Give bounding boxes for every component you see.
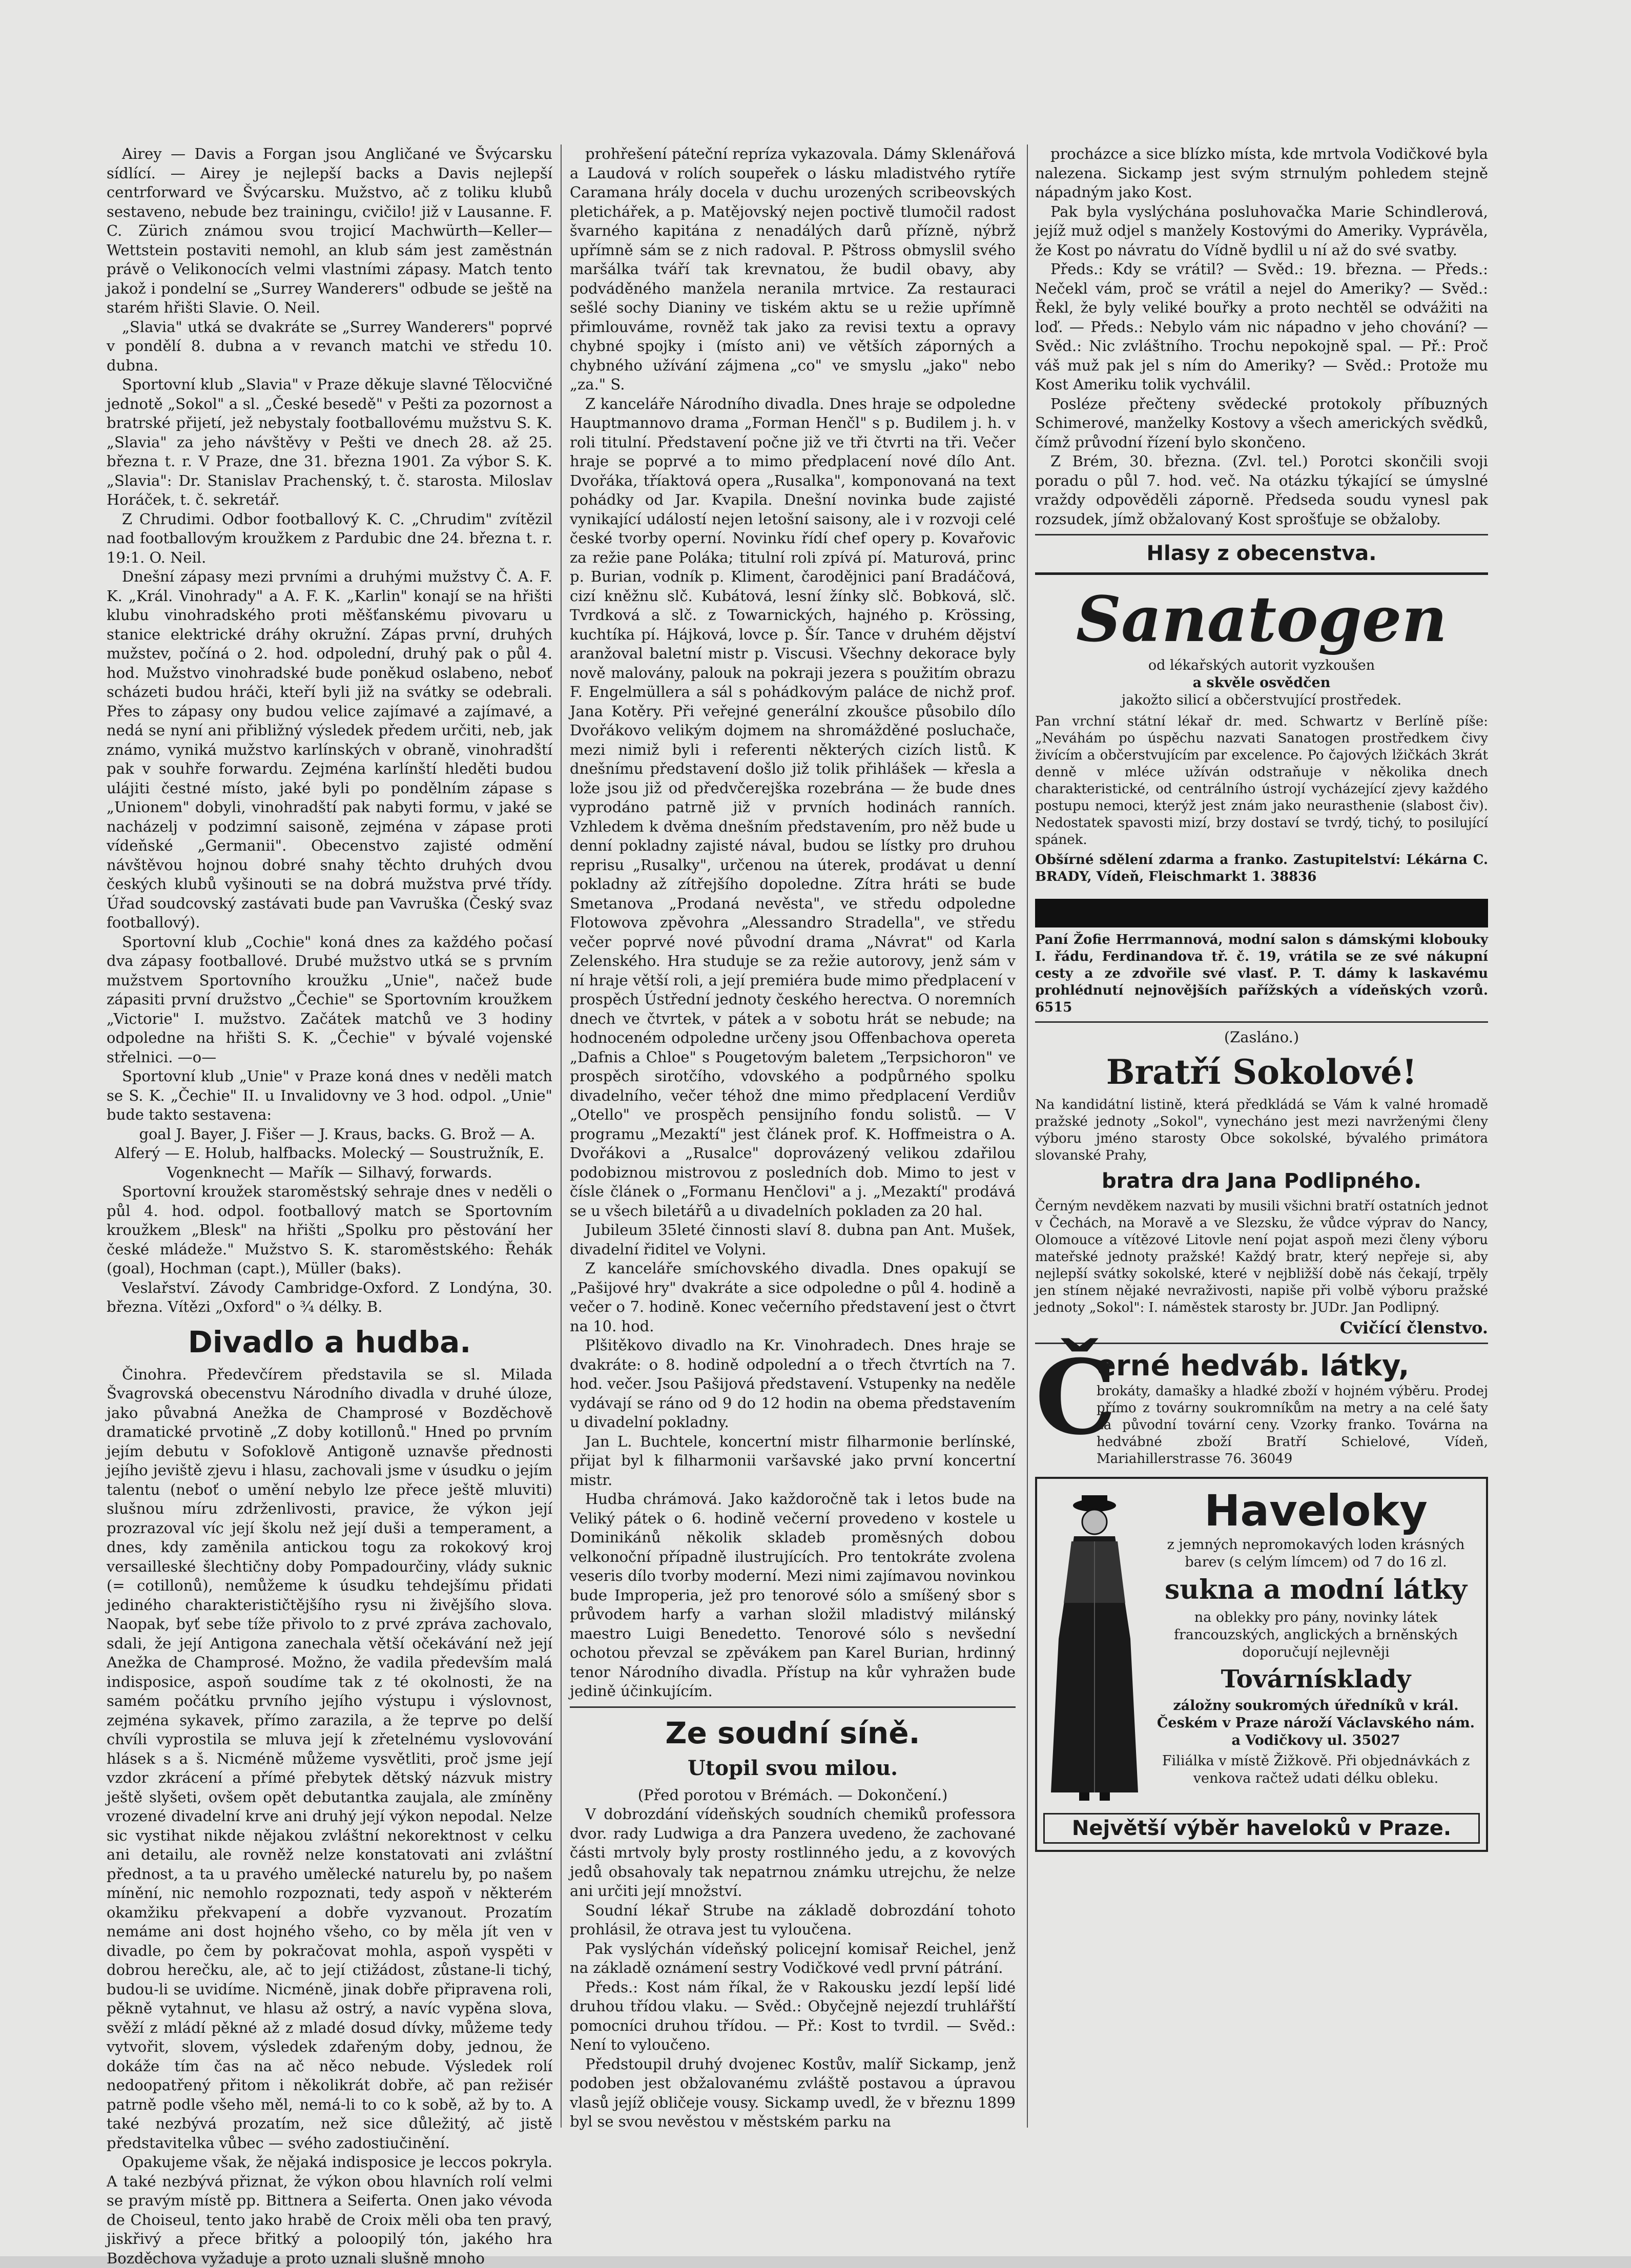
ad-sokol-heading: Bratří Sokolové! bbox=[1106, 1051, 1417, 1092]
ad-sokol-name: bratra dra Jana Podlipného. bbox=[1102, 1169, 1421, 1193]
ad-sokol-text1: Na kandidátní listině, která předkládá se Vám k valné hromadě pražské jednoty „Sokol", vynecháno jest mezi navrženými členy výboru jméno starosty Obce sokolské, bývalého primátora slovanské Prahy, bbox=[1035, 1097, 1488, 1163]
ad-sokol-signature: Cvičící členstvo. bbox=[1339, 1317, 1488, 1337]
article-hudba-chramova: Hudba chrámová. Jako každoročně tak i letos bude na Veliký pátek o 6. hodině večerní provedeno v kostele u Dominikánů několik skladeb proměsných dobou velkonoční případně ilustrujících. Pro tentokráte zvolena veseris dílo tvorby moderní. Mezi nimi zajímavou novinkou bude Improperia, jež pro tenorové sólo a smíšený sbor s průvodem harfy a varhan složil mladistvý milánský maestro Luigi Benedetto. Tenorové sólo s nevšední ochotou převzal se zpěvákem pan Karel Burian, hrdinný tenor Národního divadla. Přístup na kůr vyhražen bude jedině účinkujícím. bbox=[570, 1490, 1016, 1700]
article-buchtele: Jan L. Buchtele, koncertní mistr filharmonie berlínské, přijat byl k filharmonii varšavské jako první koncertní mistr. bbox=[570, 1432, 1016, 1489]
ad-sanatogen-line2: a skvěle osvědčen bbox=[1192, 675, 1331, 691]
ad-haveloky-slogan: Největší výběr haveloků v Praze. bbox=[1043, 1813, 1480, 1844]
ad-sanatogen-line3: jakožto silicí a občerstvující prostředek. bbox=[1121, 692, 1402, 708]
ad-herrmannova: Paní Žofie Herrmannová, modní salon s dámskými klobouky I. řádu, Ferdinandova tř. č. 19, vrátila se ze své nákupní cesty a ze zdvořile své vlasť. P. T. dámy k laskavému prohlédnutí nejnovějších pařížských a vídeňských vzorů. 6515 bbox=[1035, 932, 1488, 1015]
column-divider bbox=[1027, 145, 1028, 2128]
ad-sanatogen-title: Sanatogen bbox=[1076, 582, 1448, 656]
article-cinohra-cont: Opakujeme však, že nějaká indisposice je leccos pokryla. A také nezbývá přiznat, že výkon obou hlavních rolí velmi se pravým místě pp. Bittnera a Seiferta. Onen jako vévoda de Choiseul, tento jako hrabě de Croix měli oba ten pravý, jiskřivý a přece břitký a poloopilý tón, jakého hra Bozděchova vyžaduje a proto uznali slušně mnoho bbox=[107, 2153, 552, 2267]
section-heading-divadlo: Divadlo a hudba. bbox=[188, 1324, 471, 1359]
article-staromestsky: Sportovní kroužek staroměstský sehraje dnes v neděli o půl 4. hod. odpol. footballový match se Sportovním kroužkem „Blesk" na hřišti „Spolku pro pěstování her české mládeže." Mužstvo S. K. staroměstského: Řehák (goal), Hochman (capt.), Müller (baks). bbox=[107, 1183, 552, 1277]
article-soud-verdict: Z Brém, 30. března. (Zvl. tel.) Porotci skončili svoji poradu o půl 7. hod. več. Na otázku týkající se úmyslné vraždy odpověděli záporně. Předseda soudu vynesl pak rozsudek, jímž obžalovaný Kost sprošťuje se obžaloby. bbox=[1035, 452, 1488, 528]
ad-haveloky-text4: Filiálka v místě Žižkově. Při objednávkách z venkova račtež udati délku obleku. bbox=[1162, 1753, 1470, 1786]
article-cinohra-end: prohřešení páteční repríza vykazovala. Dámy Sklenářová a Laudová v rolích soupeřek o lásku mladistvého rytíře Caramana hrály docela v duchu urozených scribeovských pletichářek, a p. Matějovský nejen poctivě tlumočil radost švarného kapitána z nenadálých darů přízně, nýbrž upřímně sám se z nich radoval. P. Pštross obmyslil svého maršálka tváří tak krevnatou, že budil obavy, aby podváděného manžela neranila mrtvice. Za restauraci sešlé sochy Dianiny ve tiském aktu se u režie upřímně přimlouváme, rovněž tak jako za revisi textu a opravy chybné spojky i (místo ani) ve větších záporných a chybného užívání zájmena „co" ve smyslu „jako" nebo „za." S. bbox=[570, 145, 1016, 393]
divider bbox=[570, 1706, 1016, 1708]
divider bbox=[1035, 534, 1488, 535]
article-soud-p5: Předstoupil druhý dvojenec Kostův, malíř Sickamp, jenž podoben jest obžalovanému zvláště postavou a úpravou vlasů jejíž obličeje vousy. Sickamp uvedl, že v březnu 1899 byl se svou nevěstou v městském parku na bbox=[570, 2055, 1016, 2130]
ad-haveloky-text1: z jemných nepromokavých loden krásných barev (s celým límcem) od 7 do 16 zl. bbox=[1167, 1537, 1465, 1570]
section-heading-soudni: Ze soudní síně. bbox=[665, 1715, 920, 1750]
article-soud-p1: V dobrozdání vídeňských soudních chemiků professora dvor. rady Ludwiga a dra Panzera uvedeno, že zachované části mrtvoly byly prosty rostlinného jedu, a z kovových jedů obsahovaly tak nepatrnou známku utrejchu, že nelze ani určiti její množství. bbox=[570, 1805, 1016, 1900]
section-heading-hlasy: Hlasy z obecenstva. bbox=[1146, 542, 1377, 565]
article-smichov: Z kanceláře smíchovského divadla. Dnes opakují se „Pašijové hry" dvakráte a sice odpoledne o půl 4. hodině a večer o 7. hodině. Konec večerního představení jest o čtvrt na 10. hod. bbox=[570, 1260, 1016, 1335]
ad-haveloky-title: Haveloky bbox=[1204, 1486, 1428, 1536]
article-slavia-thanks: Sportovní klub „Slavia" v Praze děkuje slavné Tělocvičné jednotě „Sokol" a sl. „České besedě" v Pešti za pozornost a bratrské přijetí, jež nebystaly footballovému mužstvu S. K. „Slavia" za jeho návštěvy v Pešti ve dnech 28. až 25. března t. r. V Praze, dne 31. března 1901. Za výbor S. K. „Slavia": Dr. Stanislav Prachenský, t. č. starosta. Miloslav Horáček, t. č. sekretář. bbox=[107, 376, 552, 508]
ad-sokol-text2: Černým nevděkem nazvati by musili všichni bratří ostatních jednot v Čechách, na Moravě a ve Slezsku, že vůdce výprav do Nancy, Olomouce a vítězové Litovle není pojat aspoň mezi členy výboru mateřské jednoty pražské! Každý bratr, který nepřeje si, aby nejlepší svátky sokolské, které v nejbližší době nás čekají, trpěly jen stínem nějaké nevraživosti, napiše při volbě výboru pražské jednoty „Sokol": I. náměstek starosty br. JUDr. Jan Podlipný. bbox=[1035, 1198, 1488, 1315]
column-divider bbox=[561, 145, 562, 2128]
column-1 bbox=[107, 145, 552, 2268]
article-soud-p2: Soudní lékař Strube na základě dobrozdání tohoto prohlásil, že otrava jest tu vyloučena. bbox=[570, 1901, 1016, 1938]
article-unie-lineup: goal J. Bayer, J. Fišer — J. Kraus, backs. G. Brož — A. Alferý — E. Holub, halfbacks. Molecký — Soustružník, E. Vogenknecht — Mařík — Silhavý, forwards. bbox=[115, 1125, 544, 1181]
ad-sanatogen-contact: Obšírné sdělení zdarma a franko. Zastupitelství: Lékárna C. BRADY, Vídeň, Fleischmarkt 1. 38836 bbox=[1035, 852, 1488, 884]
article-veslarstvi: Veslařství. Závody Cambridge-Oxford. Z Londýna, 30. března. Vítězi „Oxford" o ¾ délky. B. bbox=[107, 1279, 552, 1315]
ad-sanatogen-line1: od lékařských autorit vyzkoušen bbox=[1148, 657, 1375, 673]
article-vinohrady-divadlo: Plšitěkovo divadlo na Kr. Vinohradech. Dnes hraje se dvakráte: o 8. hodině odpolední a o třech čtvrtích na 7. hod. večer. Jsou Pašijová představení. Vstupenky na neděle vydávají se ráno od 9 do 12 hodin na obema představením u divadelní pokladny. bbox=[570, 1336, 1016, 1431]
ad-haveloky-text2: na oblekky pro pány, novinky látek francouzských, anglických a brněnských doporučují nejlevněji bbox=[1173, 1610, 1458, 1660]
divider bbox=[1035, 1021, 1488, 1023]
article-cechie: Sportovní klub „Cochie" koná dnes za každého počasí dva zápasy footballové. Drubé mužstvo utká se s prvním mužstvem Sportovního kroužku „Unie", načež bude zápasiti první družstvo „Čechie" se Sportovním kroužkem „Victorie" I. mužstvo. Začátek matchů ve 3 hodiny odpoledne na hřišti S. K. „Čechie" v bývalé vojenské střelnici. —o— bbox=[107, 933, 552, 1066]
article-jubileum: Jubileum 35leté činnosti slaví 8. dubna pan Ant. Mušek, divadelní řiditel ve Volyni. bbox=[570, 1221, 1016, 1258]
article-unie: Sportovní klub „Unie" v Praze koná dnes v neděli match se S. K. „Čechie" II. u Invalidovny ve 3 hod. odpol. „Unie" bude takto sestavena: bbox=[107, 1067, 552, 1123]
article-soud-cont2: Pak byla vyslýchána posluhovačka Marie Schindlerová, jejíž muž odjel s manžely Kostovými do Ameriky. Vyprávěla, že Kost po návratu do Vídně bydlil u ní až do své svatby. bbox=[1035, 202, 1488, 259]
article-subtitle: (Před porotou v Brémách. — Dokončení.) bbox=[637, 1786, 948, 1804]
ad-haveloky-text3: záložny soukromých úředníků v král. Českém v Praze nároží Václavského nám. a Vodičkovy ul. 35027 bbox=[1157, 1698, 1475, 1748]
ad-sanatogen bbox=[1035, 572, 1488, 885]
ad-sanatogen-text: Pan vrchní státní lékař dr. med. Schwartz v Berlíně píše: „Neváhám po úspěchu nazvati Sanatogen prostředkem čivy živícím a občerstvujícím par excelence. Po čajových lžičkách 3krát denně v mléce užíván odstraňuje v několika dnech charakteristické, od centrálního ústrojí vycházející zjevy každého postupu nemoci, kterýž jest znám jako neurasthenie (slabost čiv). Nedostatek spavosti mizí, brzy dostaví se tvrdý, tichý, to posilující spánek. bbox=[1035, 714, 1488, 848]
column-3 bbox=[1035, 145, 1488, 1852]
big-letter-c: Č bbox=[1035, 1337, 1117, 1458]
zaslano-label: (Zasláno.) bbox=[1224, 1028, 1299, 1046]
article-soud-p4: Předs.: Kost nám říkal, že v Rakousku jezdí lepší lidé druhou třídou vlaku. — Svěd.: Obyčejně nejezdí truhlářští pomocníci druhou třídou. — Př.: Kost to tvrdil. — Svěd.: Není to vyloučeno. bbox=[570, 1978, 1016, 2053]
article-title-utopil: Utopil svou milou. bbox=[687, 1756, 898, 1780]
article-slavia-match: „Slavia" utká se dvakráte se „Surrey Wanderers" poprvé v pondělí 8. dubna a v revanch matchi ve středu 10. dubna. bbox=[107, 318, 552, 374]
page-body bbox=[107, 145, 1488, 2267]
article-chrudim: Z Chrudimi. Odbor footballový K. C. „Chrudim" zvítězil nad footballovým kroužkem z Pardubic dne 24. března t. r. 19:1. O. Neil. bbox=[107, 510, 552, 566]
article-soud-p3: Pak vyslýchán vídeňský policejní komisař Reichel, jenž na základě oznámení sestry Vodičkové vedl první pátrání. bbox=[570, 1940, 1016, 1976]
ad-cerne-heading: erné hedváb. látky, bbox=[1097, 1349, 1410, 1383]
black-bar bbox=[1035, 899, 1488, 927]
article-cinohra: Činohra. Předevčírem představila se sl. Milada Švagrovská obecenstvu Národního divadla v druhé úloze, jako půvabná Anežka de Champrosé v Bozděchově dramatické prvotině „Z doby kotillonů." Hned po prvním jejím debutu v Sofoklově Antigoně uznavše přednosti jejího jeviště zjevu i hlasu, zachovali jsme v úsudku o jejím talentu (neboť o umění nebylo lze přece ještě mluviti) slušnou míru zdrženlivosti, pravice, že výkon její prozrazoval víc její školu než její duši a temperament, a dnes, kdy zaměnila antickou togu za rokokový kroj versailleské šlechtičny doby Pompadourčiny, vlády suknic (= cotillonů), nemůžeme k úsudku tehdejšímu přidati jediného charakterističtějšího rysu ni živějšího slova. Naopak, byť sebe tíže přivolo to z prvé zpráva zachovalo, sdali, že její Antigona zanechala větší očekávání než její Anežka de Champrosé. Možno, že vadila především malá indisposice, aspoň soudíme tak z té okolnosti, že na samém počátku prvního jejího výstupu i výslovnost, zejména sykavek, přímo zarazila, a že teprve po delší chvíli vyprostila se mluva její k zřetelnému vyslovování hlásek s a š. Nicméně můžeme vysvětliti, proč jsme její vzdor zkrácení a přímé přebytek dětský názvuk mistry ještě slyšeti, ovšem opět debutantka zaujala, ale zmíněny vrozené divadelní krve ani druhý její výkon nepodal. Nelze sic vystihat nikde nějakou zvláštní nekorektnost v celku ani detailu, ale rovněž nelze konstatovati ani zvláštní přednost, a ta u pravého umělecké naturelu by, po našem mínění, nic nemohlo rozpoznati, tedy aspoň v některém okamžiku překvapení a dobře vyzvanout. Prozatím nemáme ani dost hojného všeho, co by měla jít ven v divadle, po čem by pokračovat mohla, aspoň vyspěti v dobrou herečku, ale, ač to její ctižádost, zůstane-li tichý, budou-li se uvidíme. Nicméně, jinak dobře připravena roli, pěkně vytahnut, ve hlasu až ostrý, a navíc vypěna slova, svěží z mládí pěkné až z mladé dosud dívky, můžeme tedy vytvořit, slovem, výsledek zdařeným doby, jednou, že dokáže tím čas na ač něco nebude. Výsledek rolí nedoopatřený přitom i několikrát dobře, ač pan režisér patrně podle všeho měl, nemá-li to co k sobě, až by to. A také nezbývá prozatím, než sice důležitý, ač jistě představitelka vůbec — svého zadostiučinění. bbox=[107, 1365, 552, 2152]
article-sport-airey: Airey — Davis a Forgan jsou Angličané ve Švýcarsku sídlící. — Airey je nejlepší backs a Davis nejlepší centrforward ve Švýcarsku. Mužstvo, ač z toliku klubů sestaveno, nebude bez trainingu, cvičilo! již v Lausanne. F. C. Zürich známou svou trojicí Machwürth—Keller—Wettstein postaviti nemohl, an klub sám jest zaměstnán právě o Velikonocích velmi vlastními zápasy. Match tento jakož i pondelní se „Surrey Wanderers" odbude se ještě na starém hřišti Slavie. O. Neil. bbox=[107, 145, 552, 316]
article-soud-cont4: Posléze přečteny svědecké protokoly příbuzných Schimerové, manželky Kostovy a všech amerických svědků, čímž průvodní řízení bylo skončeno. bbox=[1035, 395, 1488, 451]
ad-cerne-latky bbox=[1035, 1337, 1488, 1468]
ad-haveloky-sukna: sukna a modní látky bbox=[1165, 1574, 1467, 1605]
ad-haveloky bbox=[1035, 1477, 1488, 1852]
ad-haveloky-tovarni: Továrnísklady bbox=[1221, 1665, 1411, 1694]
column-2 bbox=[570, 145, 1016, 2132]
article-soud-cont1: procházce a sice blízko místa, kde mrtvola Vodičkové byla nalezena. Sickamp jest svým strnulým pohledem stejně nápadným jako Kost. bbox=[1035, 145, 1488, 201]
article-soud-cont3: Předs.: Kdy se vrátil? — Svěd.: 19. března. — Předs.: Nečekl vám, proč se vrátil a nejel do Ameriky? — Svěd.: Řekl, že byly veliké bouřky a proto nechtěl se odvážiti na loď. — Předs.: Nebylo vám nic nápadno v jeho chování? — Svěd.: Nic zvláštního. Trochu nepokojně spal. — Př.: Proč váš muž pak jel s ním do Ameriky? — Svěd.: Protože mu Kost Ameriku tolik vychválil. bbox=[1035, 260, 1488, 393]
coat-illustration bbox=[1043, 1485, 1146, 1808]
ad-cerne-text: brokáty, damašky a hladké zboží v hojném výběru. Prodej přímo z továrny soukromníkům na metry a na celé šaty za původní tovární ceny. Vzorky franko. Továrna na hedvábné zboží Bratří Schielové, Vídeň, Mariahillerstrasse 76. 36049 bbox=[1097, 1384, 1488, 1467]
article-narodni-divadlo: Z kanceláře Národního divadla. Dnes hraje se odpoledne Hauptmannovo drama „Forman Henčl" s p. Budilem j. h. v roli titulní. Představení počne již ve tři čtvrti na tři. Večer hraje se poprvé a to mimo předplacení nové dílo Ant. Dvořáka, tříaktová opera „Rusalka", komponovaná na text pohádky od Jar. Kvapila. Dnešní novinka bude zajisté vynikající událostí nejen letošní saisony, ale i v rozvoji celé české tvorby operní. Novinku řídí chef opery p. Kovařovic za režie pane Poláka; titulní roli zpívá pí. Maturová, princ p. Burian, vodník p. Kliment, čarodějnici paní Bradáčová, cizí kněžnu slč. Kubátová, lesní žínky slč. Bobková, slč. Tvrdková a slč. z Towarnických, hajného p. Krössing, kuchtíka pí. Hájková, lovce p. Šír. Tance v druhém dějství aranžoval baletní mistr p. Viscusi. Všechny dekorace byly nově malovány, palouk na pokraji jezera s použitím obrazu F. Engelmüllera a sál s pohádkovým paláce de nichž prof. Jana Kotěry. Při veřejné generální zkoušce působilo dílo Dvořákovo velikým dojmem na shromážděné posluchače, mezi nimiž byli i referenti některých cizích listů. K dnešnímu představení došlo již tolik přihlášek — křesla a lože jsou již od předvčerejška rozebrána — že bude dnes vyprodáno patrně již v prvních hodinách ranních. Vzhledem k dvěma dnešním představením, pro něž bude u denní pokladny zajisté nával, budou se lístky pro druhou reprisu „Rusalky", určenou na úterek, prodávat u denní pokladny až zítřejšího dopoledne. Zítra hráti se bude Smetanova „Prodaná nevěsta", ve středu odpoledne Flotowova zpěvohra „Alessandro Stradella", ve středu večer poprvé nové původní drama „Návrat" od Karla Zelenského. Hra studuje se za režie autorovy, jenž sám v ní hraje větší roli, a její premiéra bude mimo předplacení v prospěch Ústřední jednoty českého herectva. O noremních dnech ve čtvrtek, v pátek a v sobotu hrát se nebude; na hodnoceném odpoledne určeny jsou Offenbachova opereta „Dafnis a Chloe" s Pougetovým baletem „Terpsichoron" ve prospěch sirotčího, vdovského a podpůrného spolku divadelního, večer téhož dne mimo předplacení Verdiův „Otello" ve prospěch pensijního fondu solistů. — V programu „Mezaktí" jest článek prof. K. Hoffmeistra o A. Dvořákovi a „Rusalce" doprovázený velikou zdařilou podobiznou mistrovou z posledních dob. Mimo to jest v čísle článek o „Formanu Henčlovi" a j. „Mezaktí" prodává se u všech biletářů a u divadelních pokladen za 20 hal. bbox=[570, 395, 1016, 1220]
article-vinohrady-karlin: Dnešní zápasy mezi prvními a druhými mužstvy Č. A. F. K. „Král. Vinohrady" a A. F. K. „Karlin" konají se na hřišti klubu vinohradského proti měšťanskému pivovaru u stanice elektrické dráhy okružní. Zápas první, druhých mužstev, počíná o 2. hod. odpolední, druhý pak o půl 4. hod. Mužstvo vinohradské bude poněkud oslabeno, neboť scházeti budou hráči, kteří byli již na svátky se odebrali. Přes to zápasy ony budou velice zajímavé a zajímavé, a nedá se nyní ani přibližný výsledek předem určiti, neb, jak známo, vyniká mužstvo karlínských v obraně, vinohradští pak v souhře forwardu. Zejména karlínští hleděti budou ulájiti čestné místo, jaké byli po pondělním zápase s „Unionem" dobyli, vinohradští pak nabyti formu, v jaké se nacházelj v podzimní saisoně, zejména v zápase proti vídeňské „Germanii". Obecenstvo zajisté odmění návštěvou hojnou dobré snahy těchto druhých dvou českých klubů vyšinouti se na dobrá mužstva prvé třídy. Úřad soudcovský zastávati bude pan Vavruška (Český svaz footballový). bbox=[107, 568, 552, 931]
